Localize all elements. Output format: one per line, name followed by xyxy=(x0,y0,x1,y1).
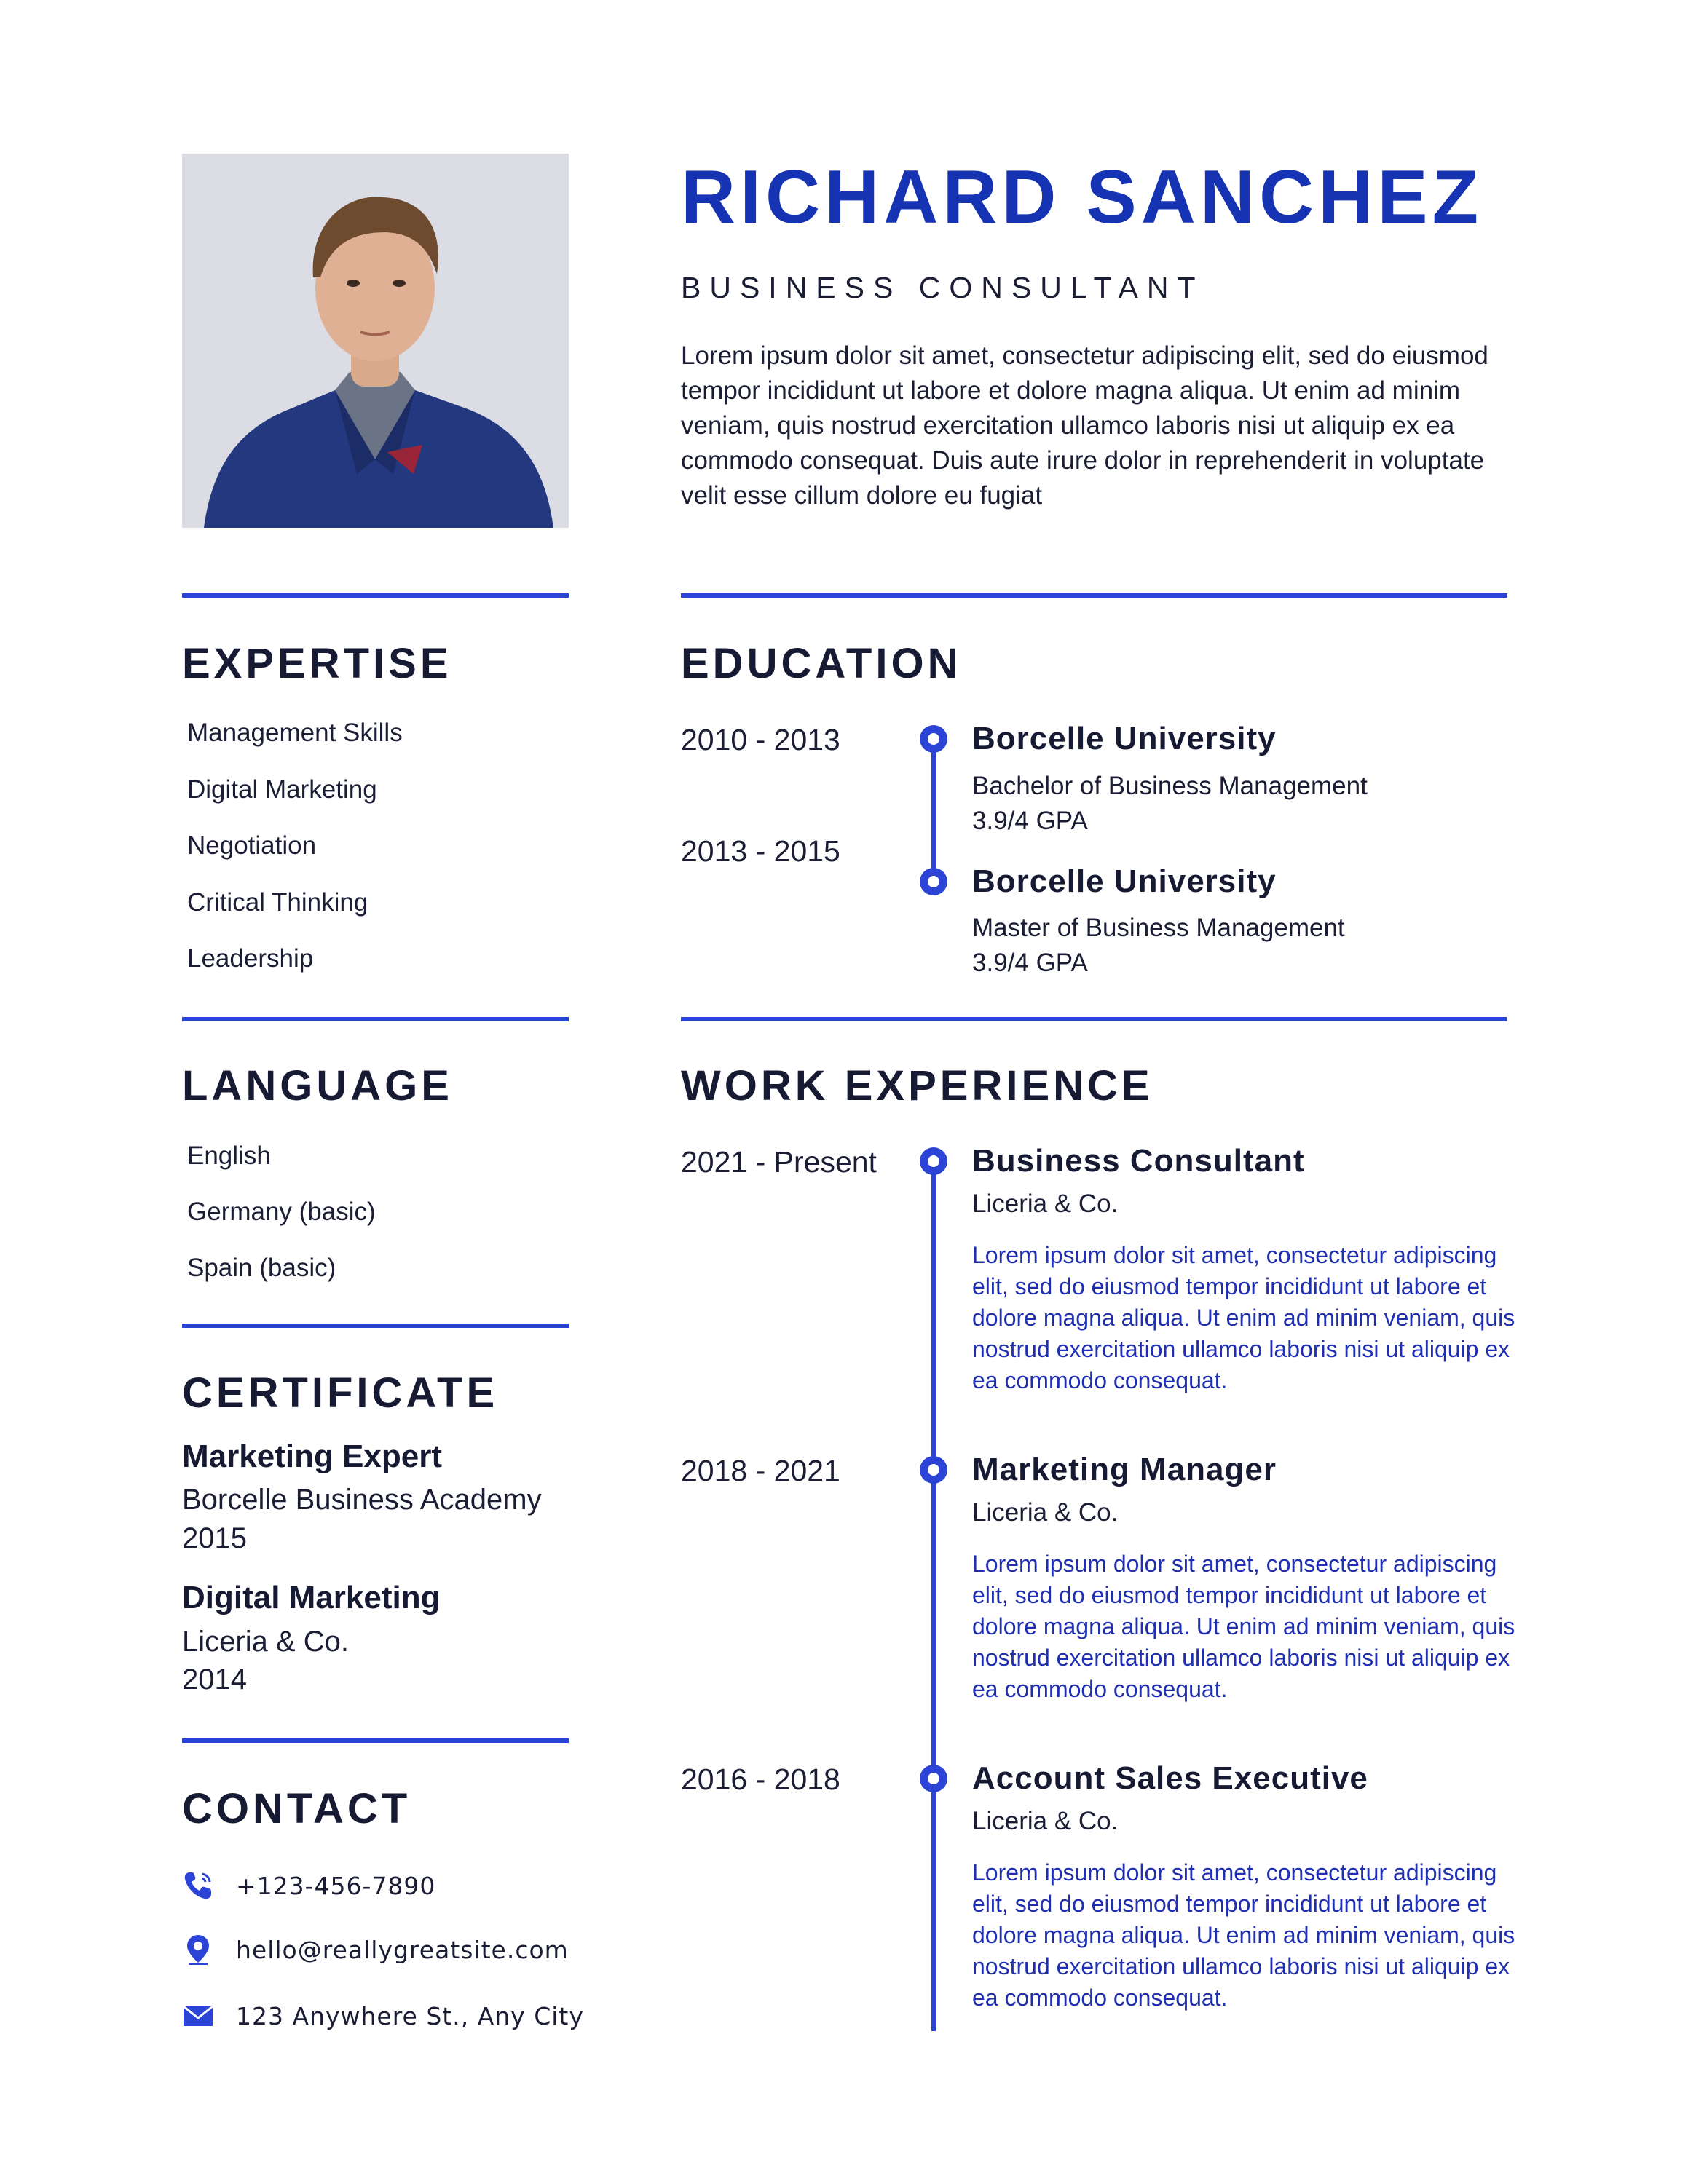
certificate-issuer: Borcelle Business Academy xyxy=(182,1484,542,1516)
envelope-icon xyxy=(182,2000,214,2032)
contact-phone xyxy=(182,1869,435,1902)
expertise-item: Leadership xyxy=(187,944,314,973)
work-years: 2016 - 2018 xyxy=(681,1762,840,1796)
work-years: 2018 - 2021 xyxy=(681,1454,840,1487)
education-school: Borcelle University xyxy=(972,721,1277,756)
certificate-name: Marketing Expert xyxy=(182,1439,442,1474)
language-item: Spain (basic) xyxy=(187,1254,336,1282)
work-position: Business Consultant xyxy=(972,1143,1305,1179)
work-company: Liceria & Co. xyxy=(972,1498,1119,1527)
job-title: BUSINESS CONSULTANT xyxy=(681,271,1204,304)
timeline-dot-icon xyxy=(920,725,947,753)
timeline-dot-icon xyxy=(920,1765,947,1792)
expertise-item: Management Skills xyxy=(187,719,403,747)
education-years: 2010 - 2013 xyxy=(681,723,840,756)
divider xyxy=(182,1017,569,1021)
education-gpa: 3.9/4 GPA xyxy=(972,807,1088,835)
profile-summary: Lorem ipsum dolor sit amet, consectetur adipiscing elit, sed do eiusmod tempor incididunt ut labore et dolore magna aliqua. Ut enim ad minim veniam, quis nostrud exercitation ullamco laboris nisi ut aliquip ex ea commodo consequat. Duis aute irure dolor in reprehenderit in voluptate velit esse cillum dolore eu fugiat xyxy=(681,341,1488,510)
profile-photo xyxy=(182,154,569,528)
education-timeline xyxy=(931,739,936,885)
work-description: Lorem ipsum dolor sit amet, consectetur adipiscing elit, sed do eiusmod tempor incididunt ut labore et dolore magna aliqua. Ut enim ad minim veniam, quis nostrud exercitation ullamco laboris nisi ut aliquip ex ea commodo consequat. xyxy=(972,1551,1515,1702)
language-item: English xyxy=(187,1142,271,1170)
expertise-item: Critical Thinking xyxy=(187,888,368,917)
certificate-year: 2015 xyxy=(182,1522,247,1554)
language-item: Germany (basic) xyxy=(187,1198,376,1226)
divider xyxy=(182,1738,569,1743)
timeline-dot-icon xyxy=(920,1456,947,1484)
divider xyxy=(182,1324,569,1328)
work-years: 2021 - Present xyxy=(681,1145,877,1179)
education-years: 2013 - 2015 xyxy=(681,834,840,868)
education-degree: Bachelor of Business Management xyxy=(972,772,1368,800)
timeline-dot-icon xyxy=(920,868,947,895)
contact-address xyxy=(182,1999,584,2033)
divider xyxy=(681,593,1507,598)
expertise-heading: EXPERTISE xyxy=(182,640,452,687)
portrait-image xyxy=(182,154,569,528)
certificate-issuer: Liceria & Co. xyxy=(182,1626,349,1658)
language-heading: LANGUAGE xyxy=(182,1062,453,1109)
divider xyxy=(182,593,569,598)
certificate-name: Digital Marketing xyxy=(182,1580,441,1615)
contact-email xyxy=(182,1933,569,1966)
phone-number[interactable]: +123-456-7890 xyxy=(236,1871,436,1900)
work-description: Lorem ipsum dolor sit amet, consectetur adipiscing elit, sed do eiusmod tempor incididunt ut labore et dolore magna aliqua. Ut enim ad minim veniam, quis nostrud exercitation ullamco laboris nisi ut aliquip ex ea commodo consequat. xyxy=(972,1859,1515,2011)
divider xyxy=(681,1017,1507,1021)
education-degree: Master of Business Management xyxy=(972,914,1345,942)
certificate-heading: CERTIFICATE xyxy=(182,1369,499,1417)
contact-heading: CONTACT xyxy=(182,1785,411,1832)
location-pin-icon xyxy=(182,1934,214,1966)
education-gpa: 3.9/4 GPA xyxy=(972,949,1088,977)
expertise-item: Digital Marketing xyxy=(187,775,377,804)
expertise-item: Negotiation xyxy=(187,831,317,860)
work-heading: WORK EXPERIENCE xyxy=(681,1062,1153,1109)
street-address: 123 Anywhere St., Any City xyxy=(236,2001,584,2030)
work-description: Lorem ipsum dolor sit amet, consectetur adipiscing elit, sed do eiusmod tempor incididunt ut labore et dolore magna aliqua. Ut enim ad minim veniam, quis nostrud exercitation ullamco laboris nisi ut aliquip ex ea commodo consequat. xyxy=(972,1242,1515,1393)
work-company: Liceria & Co. xyxy=(972,1190,1119,1218)
phone-icon xyxy=(182,1870,214,1902)
email-address[interactable]: hello@reallygreatsite.com xyxy=(236,1935,569,1964)
work-company: Liceria & Co. xyxy=(972,1807,1119,1835)
work-position: Marketing Manager xyxy=(972,1452,1277,1487)
work-position: Account Sales Executive xyxy=(972,1760,1368,1796)
education-heading: EDUCATION xyxy=(681,640,962,687)
timeline-dot-icon xyxy=(920,1147,947,1175)
candidate-name: RICHARD SANCHEZ xyxy=(681,155,1483,240)
education-school: Borcelle University xyxy=(972,863,1277,899)
certificate-year: 2014 xyxy=(182,1663,247,1696)
work-timeline xyxy=(931,1161,936,2031)
